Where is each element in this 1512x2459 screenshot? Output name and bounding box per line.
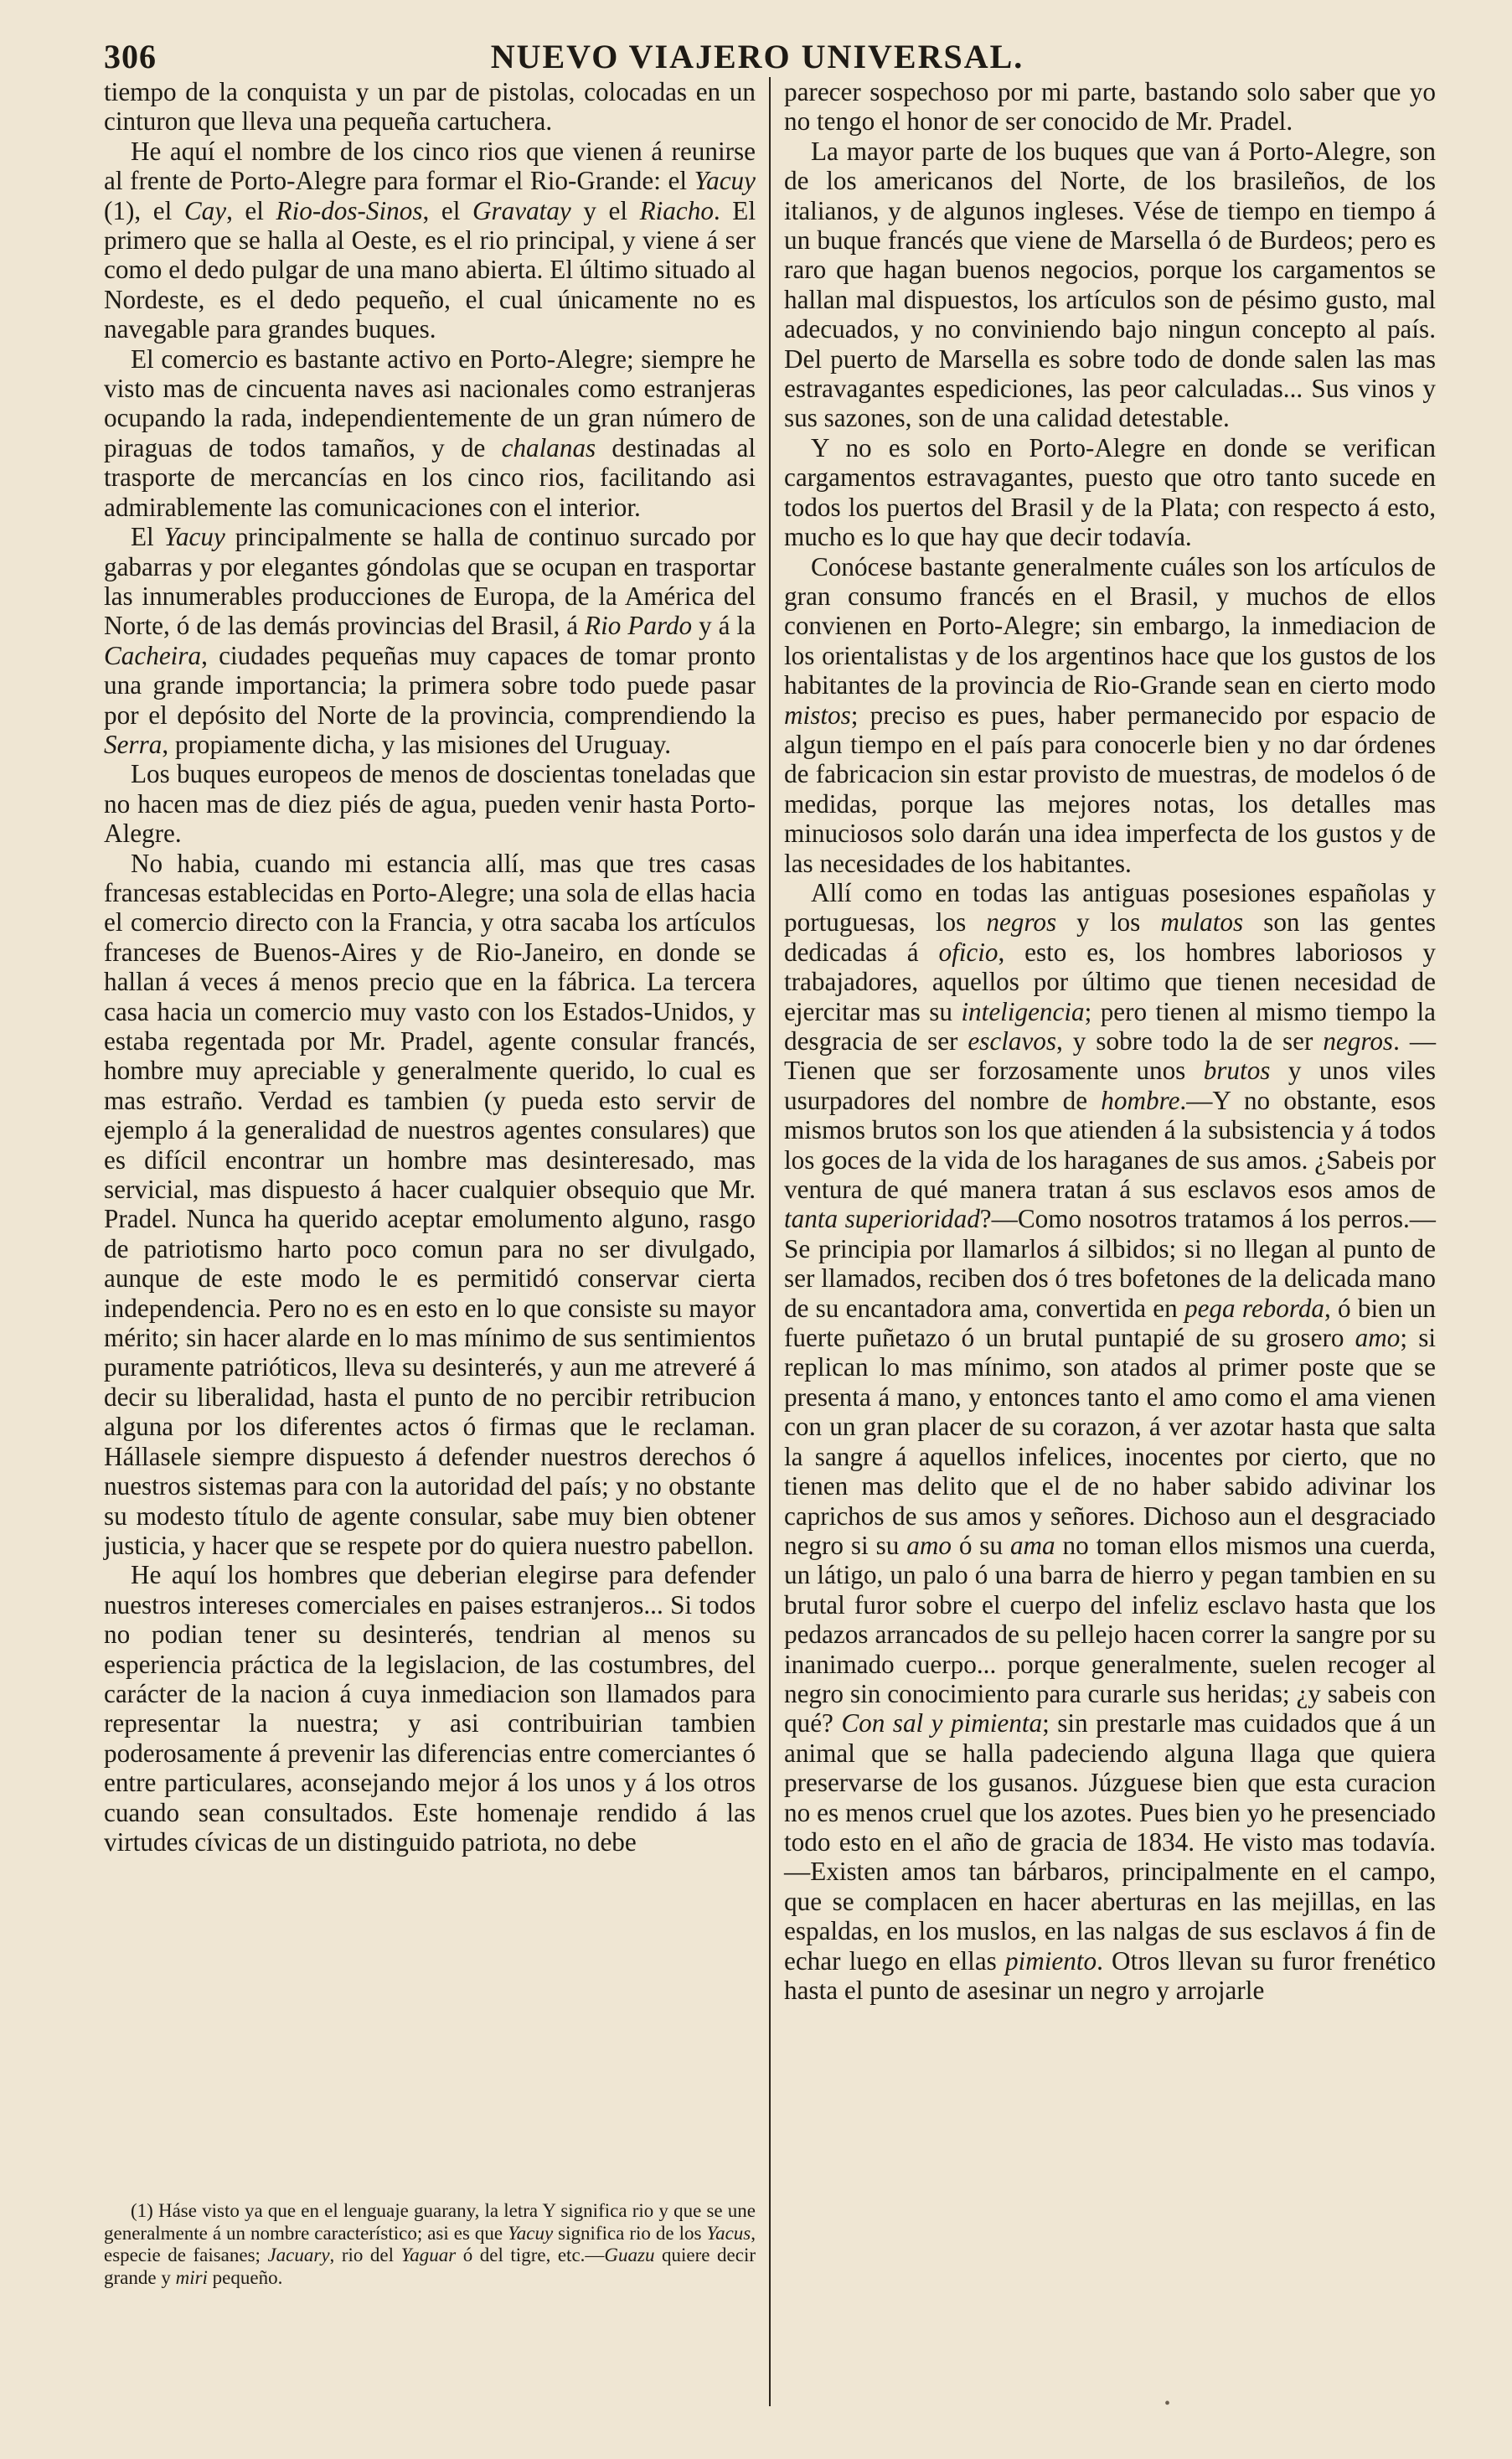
running-title: NUEVO VIAJERO UNIVERSAL. [490,38,1024,75]
paragraph: Y no es solo en Porto-Alegre en donde se verifican cargamentos estravagantes, puesto que otro tanto sucede en todos los puertos del Brasil y de la Plata; con respecto á esto, mucho es lo que hay que decir todavía. [784,432,1436,552]
paragraph: No habia, cuando mi estancia allí, mas que tres casas francesas establecidas en Porto-Alegre; una sola de ellas hacia el comercio directo con la Francia, y otra sacaba los artículos franceses de Buenos-Aires y de Rio-Janeiro, en donde se hallan á veces á menos precio que en la fábrica. La tercera casa hacia un comercio muy vasto con los Estados-Unidos, y estaba regentada por Mr. Pradel, agente consular francés, hombre muy apreciable y generalmente querido, lo cual es mas estraño. Verdad es tambien (y pueda esto servir de ejemplo á la generalidad de nuestros agentes consulares) que es difícil encontrar un hombre mas desinteresado, mas servicial, mas dispuesto á hacer cualquier obsequio que Mr. Pradel. Nunca ha querido aceptar emolumento alguno, rasgo de patriotismo harto poco comun para no ser divulgado, aunque de este modo le es permitidó conservar cierta independencia. Pero no es en esto en lo que consiste su mayor mérito; sin hacer alarde en lo mas mínimo de sus sentimientos puramente patrióticos, lleva su desinterés, y aun me atreveré á decir su liberalidad, hasta el punto de no percibir retribucion alguna por los diferentes actos ó firmas que le reclaman. Hállasele siempre dispuesto á defender nuestros derechos ó nuestros sistemas para con la autoridad del país; y no obstante su modesto título de agente consular, sabe muy bien obtener justicia, y hacer que se respete por do quiera nuestro pabellon. [104,848,756,1560]
paragraph: El Yacuy principalmente se halla de continuo surcado por gabarras y por elegantes góndolas que se ocupan en trasportar las innumerables producciones de Europa, de la América del Norte, ó de las demás provincias del Brasil, á Rio Pardo y á la Cacheira, ciudades pequeñas muy capaces de tomar pronto una grande importancia; la primera sobre todo puede pasar por el depósito del Norte de la provincia, comprendiendo la Serra, propiamente dicha, y las misiones del Uruguay. [104,522,756,759]
column-divider [769,77,771,2406]
print-mark: • [1164,2394,1171,2413]
left-column [104,77,756,1857]
paragraph: parecer sospechoso por mi parte, bastando solo saber que yo no tengo el honor de ser conocido de Mr. Pradel. [784,77,1436,137]
paragraph: El comercio es bastante activo en Porto-Alegre; siempre he visto mas de cincuenta naves asi nacionales como estranjeras ocupando la rada, independientemente de un gran número de piraguas de todos tamaños, y de chalanas destinadas al trasporte de mercancías en los cinco rios, facilitando asi admirablemente las comunicaciones con el interior. [104,344,756,522]
page-header [104,37,1411,79]
paragraph: He aquí el nombre de los cinco rios que vienen á reunirse al frente de Porto-Alegre para formar el Rio-Grande: el Yacuy (1), el Cay, el Rio-dos-Sinos, el Gravatay y el Riacho. El primero que se halla al Oeste, es el rio principal, y viene á ser como el dedo pulgar de una mano abierta. El último situado al Nordeste, es el dedo pequeño, el cual únicamente no es navegable para grandes buques. [104,136,756,344]
paragraph: Allí como en todas las antiguas posesiones españolas y portuguesas, los negros y los mulatos son las gentes dedicadas á oficio, esto es, los hombres laboriosos y trabajadores, aquellos por último que tienen necesidad de ejercitar mas su inteligencia; pero tienen al mismo tiempo la desgracia de ser esclavos, y sobre todo la de ser negros. —Tienen que ser forzosamente unos brutos y unos viles usurpadores del nombre de hombre.—Y no obstante, esos mismos brutos son los que atienden á la subsistencia y á todos los goces de la vida de los haraganes de sus amos. ¿Sabeis por ventura de qué manera tratan á sus esclavos esos amos de tanta superioridad?—Como nosotros tratamos á los perros.—Se principia por llamarlos á silbidos; si no llegan al punto de ser llamados, reciben dos ó tres bofetones de la delicada mano de su encantadora ama, convertida en pega reborda, ó bien un fuerte puñetazo ó un brutal puntapié de su grosero amo; si replican lo mas mínimo, son atados al primer poste que se presenta á mano, y entonces tanto el amo como el ama vienen con un gran placer de su corazon, á ver azotar hasta que salta la sangre á aquellos infelices, inocentes por cierto, que no tienen mas delito que el de no haber sabido adivinar los caprichos de sus amos y señores. Dichoso aun el desgraciado negro si su amo ó su ama no toman ellos mismos una cuerda, un látigo, un palo ó una barra de hierro y pegan tambien en su brutal furor sobre el cuerpo del infeliz esclavo hasta que los pedazos arrancados de su pellejo hacen correr la sangre por su inanimado cuerpo... porque generalmente, suelen recoger al negro sin conocimiento para curarle sus heridas; ¿y sabeis con qué? Con sal y pimienta; sin prestarle mas cuidados que á un animal que se halla padeciendo alguna llaga que quiera preservarse de los gusanos. Júzguese bien que esta curacion no es menos cruel que los azotes. Pues bien yo he presenciado todo esto en el año de gracia de 1834. He visto mas todavía.—Existen amos tan bárbaros, principalmente en el campo, que se complacen en hacer aberturas en las mejillas, en las espaldas, en los muslos, en las nalgas de sus esclavos á fin de echar luego en ellas pimiento. Otros llevan su furor frenético hasta el punto de asesinar un negro y arrojarle [784,877,1437,2005]
footnote-text: (1) Háse visto ya que en el lenguaje guarany, la letra Y significa rio y que se une generalmente á un nombre característico; asi es que Yacuy significa rio de los Yacus, especie de faisanes; Jacuary, rio del Yaguar ó del tigre, etc.—Guazu quiere decir grande y miri pequeño. [104,2200,756,2288]
paragraph: Conócese bastante generalmente cuáles son los artículos de gran consumo francés en el Brasil, y muchos de ellos convienen en Porto-Alegre; sin embargo, la inmediacion de los orientalistas y de los argentinos hace que los gustos de los habitantes de la provincia de Rio-Grande sean en cierto modo mistos; preciso es pues, haber permanecido por espacio de algun tiempo en el país para conocerle bien y no dar órdenes de fabricacion sin estar provisto de muestras, de modelos ó de medidas, porque las mejores notas, los detalles mas minuciosos solo darán una idea imperfecta de los gustos y de las necesidades de los habitantes. [784,551,1436,878]
paragraph: tiempo de la conquista y un par de pistolas, colocadas en un cinturon que lleva una pequeña cartuchera. [104,77,756,137]
paragraph: Los buques europeos de menos de doscientas toneladas que no hacen mas de diez piés de agua, pueden venir hasta Porto-Alegre. [104,759,756,849]
right-column [784,77,1436,2005]
footnote [104,2200,756,2289]
paragraph: He aquí los hombres que deberian elegirse para defender nuestros intereses comerciales en paises estranjeros... Si todos no podian tener su desinterés, tendrian al menos su esperiencia práctica de la legislacion, de las costumbres, del carácter de la nacion á cuya inmediacion son llamados para representar la nuestra; y asi contribuirian tambien poderosamente á prevenir las diferencias entre comerciantes ó entre particulares, aconsejando mejor á los unos y á los otros cuando sean consultados. Este homenaje rendido á las virtudes cívicas de un distinguido patriota, no debe [104,1560,756,1857]
page-number: 306 [104,38,157,75]
paragraph: La mayor parte de los buques que van á Porto-Alegre, son de los americanos del Norte, de los brasileños, de los italianos, y de algunos ingleses. Vése de tiempo en tiempo á un buque francés que viene de Marsella ó de Burdeos; pero es raro que hagan buenos negocios, porque los cargamentos se hallan mal dispuestos, los artículos son de pésimo gusto, mal adecuados, y no conviniendo bajo ningun concepto al país. Del puerto de Marsella es sobre todo de donde salen las mas estravagantes espediciones, las peor calculadas... Sus vinos y sus sazones, son de una calidad detestable. [784,136,1436,433]
